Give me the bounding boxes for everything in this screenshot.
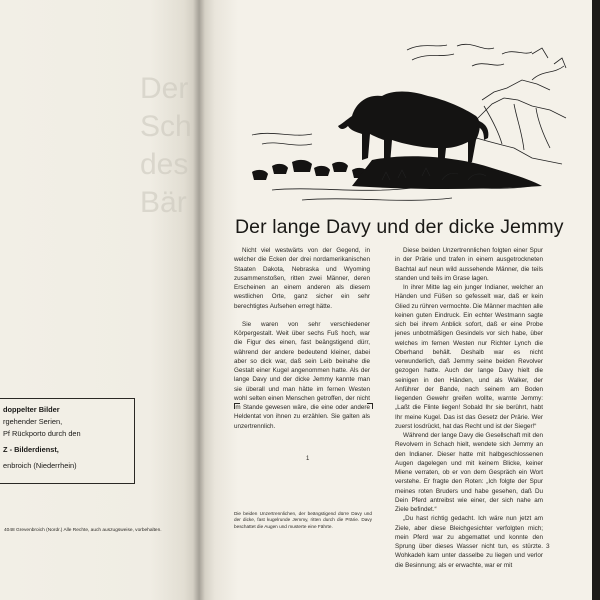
left-page: [0, 0, 200, 600]
page-number: 3: [546, 543, 550, 550]
paragraph: Während der lange Davy die Gesellschaft mit den Revolvern in Schach hielt, wendete sich Jemmy an den Indianer. Dieser hatte mit halbgeschlossenen Augen dagelegen und mit keinem Blicke, keiner Miene verraten, ob er von dem Gespräch ein Wort verstehe. Er fragte den Roten: „Ich folgte der Spur meines roten Bruders und habe gesehen, daß Du Dein Pferd antreibst wie einer, der sich nahe am Ziele befindet.“: [395, 432, 543, 513]
paragraph: In ihrer Mitte lag ein junger Indianer, welcher an Händen und Füßen so gefesselt war, daß er kein Glied zu rühren vermochte. Die Männer machten alle keinen guten Eindruck. Ein echter Westmann sagte sich bei ihrem Anblick sofort, daß er eine Probe jenes unbotmäßigen Gesindels vor sich habe, über welches im fernen Westen nur Richter Lynch die Oberhand behält. Deshalb war es nicht verwunderlich, daß Jemmy seine beiden Revolver gezogen hatte. Auch der lange Davy hielt die seinigen in den Händen, und als Walker, der Anführer der Bande, nach seinem am Boden liegenden Gewehr greifen wollte, warnte Jemmy: „Laßt die Flinte liegen! Sobald Ihr sie berührt, habt Ihr meine Kugel. Das ist das Gesetz der Prärie. Wer zuerst losdrückt, hat das Recht und ist der Sieger!“: [395, 284, 543, 430]
paragraph: Sie waren von sehr verschiedener Körpergestalt. Weit über sechs Fuß hoch, war die Figur des einen, fast beängstigend dürr, während der andere bedeutend kleiner, dabei aber so dick war, daß sein Leib beinahe die Gestalt einer Kugel angenommen hatte. Als der lange Davy und der dicke Jemmy kannte man sie überall und man hätte im fernen Westen wohl selten einen Menschen getroffen, der nicht im Stande gewesen wäre, die eine oder andere Heldentat von ihnen zu erzählen. Sie galten als unzertrennlich.: [234, 320, 370, 430]
paragraph: Diese beiden Unzertrennlichen folgten einer Spur in der Prärie und trafen in einem ausgetrockneten Bachtal auf neun wild aussehende Männer, die teils standen und teils im Grase lagen.: [395, 247, 543, 282]
gutter-shadow: [193, 0, 205, 600]
paragraph: Nicht viel westwärts von der Gegend, in welcher die Ecken der drei nordamerikanischen Staaten Dakota, Nebraska und Wyoming zusammenstoßen, ritten zwei Männer, deren Erscheinen an einem anderen als diesem westlichen Orte, ganz sicher ein sehr berechtigtes Aufsehen erregt hätte.: [234, 247, 370, 310]
crop-mark: [234, 403, 240, 409]
text-column-left: [234, 246, 370, 431]
ghost-line: Sch: [140, 110, 192, 143]
picture-caption: Die beiden Unzertrennlichen, der beängstigend dürre Davy und der dicke, fast kugelrunde Jemmy, ritten durch die Prärie. Davy beschattet die Augen und musterte eine Fährte.: [234, 511, 372, 529]
text-column-right: [395, 246, 543, 570]
left-footer: 4048 Grevenbroich (Nordr.) Alle Rechte, auch auszugsweise, vorbehalten.: [4, 528, 162, 533]
ghost-line: Bär: [140, 186, 187, 219]
crop-mark: [367, 403, 373, 409]
ad-line-5: enbroich (Niederrhein): [3, 461, 77, 470]
ad-line-2: rgehender Serien,: [3, 417, 63, 426]
bison-illustration: [232, 40, 572, 210]
ghost-line: des: [140, 148, 189, 181]
paragraph: „Du hast richtig gedacht. Ich wäre nun jetzt am Ziele, aber diese Bleichgesichter verfolgten mich; mein Pferd war zu abgemattet und konnte den Sprung über dieses Wasser nicht tun, es stürzte. Wohkadeh kam unter dasselbe zu liegen und verlor die Besinnung; als er erwachte, war er mit: [395, 515, 543, 569]
picture-number: 1: [306, 456, 310, 462]
ad-box: [0, 398, 135, 484]
show-through-text: [140, 70, 192, 222]
story-title: Der lange Davy und der dicke Jemmy: [235, 216, 564, 238]
ad-line-4: Z - Bilderdienst,: [3, 445, 59, 454]
ad-line-3: Pf Rückporto durch den: [3, 429, 81, 438]
ghost-line: Der: [140, 72, 189, 105]
ad-line-1: doppelter Bilder: [3, 405, 60, 414]
